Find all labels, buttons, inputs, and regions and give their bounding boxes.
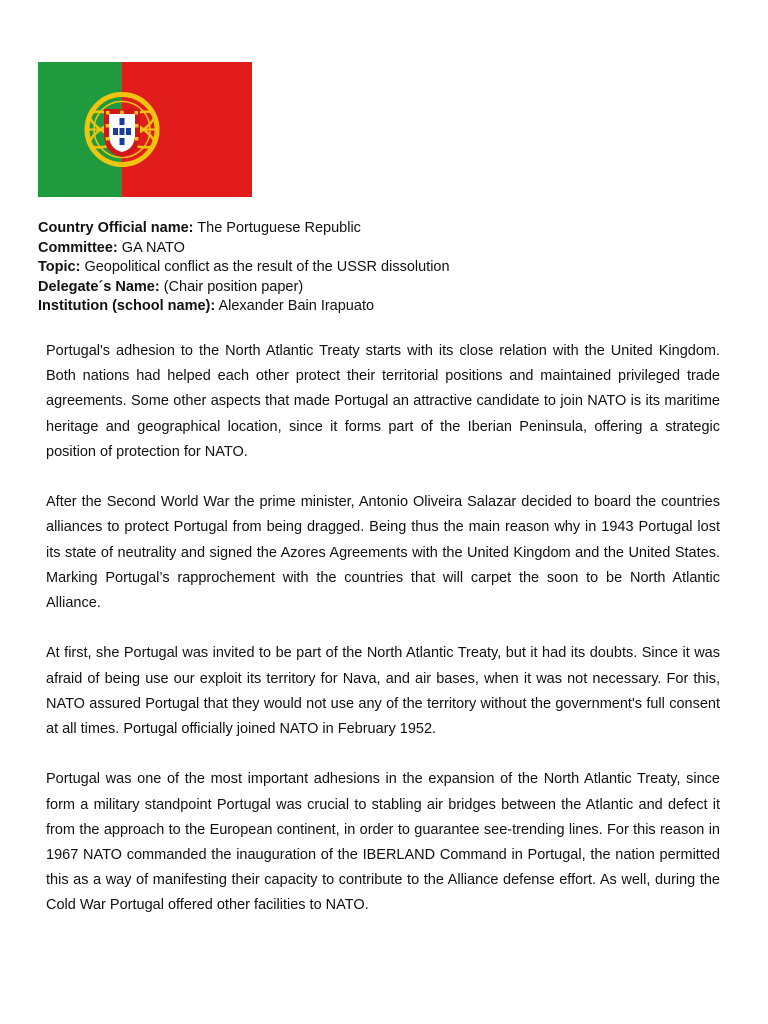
- delegate-row: [38, 278, 728, 298]
- topic-label: Topic:: [38, 259, 81, 275]
- paragraph: At first, she Portugal was invited to be part of the North Atlantic Treaty, but it had its doubts. Since it was afraid of being use our exploit its territory for Nava, and air bases, when it was not necessary. For this, NATO assured Portugal that they would not use any of the territory without the government's full consent at all times. Portugal officially joined NATO in February 1952.: [46, 645, 720, 738]
- committee-row: [38, 239, 728, 259]
- paragraph: Portugal was one of the most important adhesions in the expansion of the North Atlantic Treaty, since form a military standpoint Portugal was crucial to stabling air bridges between the Atlantic and defect it from the approach to the European continent, in order to guarantee see-trending lines. For this reason in 1967 NATO commanded the inauguration of the IBERLAND Command in Portugal, the nation permitted this as a way of manifesting their capacity to contribute to the Alliance defense effort. As well, during the Cold War Portugal offered other facilities to NATO.: [46, 771, 720, 914]
- institution-value: Alexander Bain Irapuato: [218, 298, 375, 314]
- country-label: Country Official name:: [38, 220, 194, 236]
- topic-value: Geopolitical conflict as the result of the USSR dissolution: [84, 259, 450, 275]
- delegate-label: Delegate´s Name:: [38, 278, 160, 295]
- committee-value: GA NATO: [121, 239, 185, 256]
- portugal-flag-image: [38, 62, 252, 197]
- country-row: [38, 219, 728, 239]
- portuguese-shield-icon: [104, 109, 140, 157]
- delegate-value: (Chair position paper): [163, 278, 304, 295]
- committee-label: Committee:: [38, 239, 118, 256]
- position-paper-body: [46, 339, 720, 944]
- institution-row: [38, 297, 728, 317]
- institution-label: Institution (school name):: [38, 298, 216, 314]
- topic-row: [38, 258, 728, 278]
- paragraph: After the Second World War the prime minister, Antonio Oliveira Salazar decided to board the countries alliances to protect Portugal from being dragged. Being thus the main reason why in 1943 Portugal lost its state of neutrality and signed the Azores Agreements with the United Kingdom and the United States. Marking Portugal’s rapprochement with the countries that will carpet the soon to be North Atlantic Alliance.: [46, 494, 720, 612]
- delegate-info-block: [38, 219, 728, 317]
- paragraph: Portugal's adhesion to the North Atlantic Treaty starts with its close relation with the United Kingdom. Both nations had helped each other protect their territorial positions and maintained privileged trade agreements. Some other aspects that made Portugal an attractive candidate to join NATO is its maritime heritage and geographical location, since it forms part of the Iberian Peninsula, offering a strategic position of protection for NATO.: [46, 343, 720, 460]
- country-value: The Portuguese Republic: [197, 220, 361, 236]
